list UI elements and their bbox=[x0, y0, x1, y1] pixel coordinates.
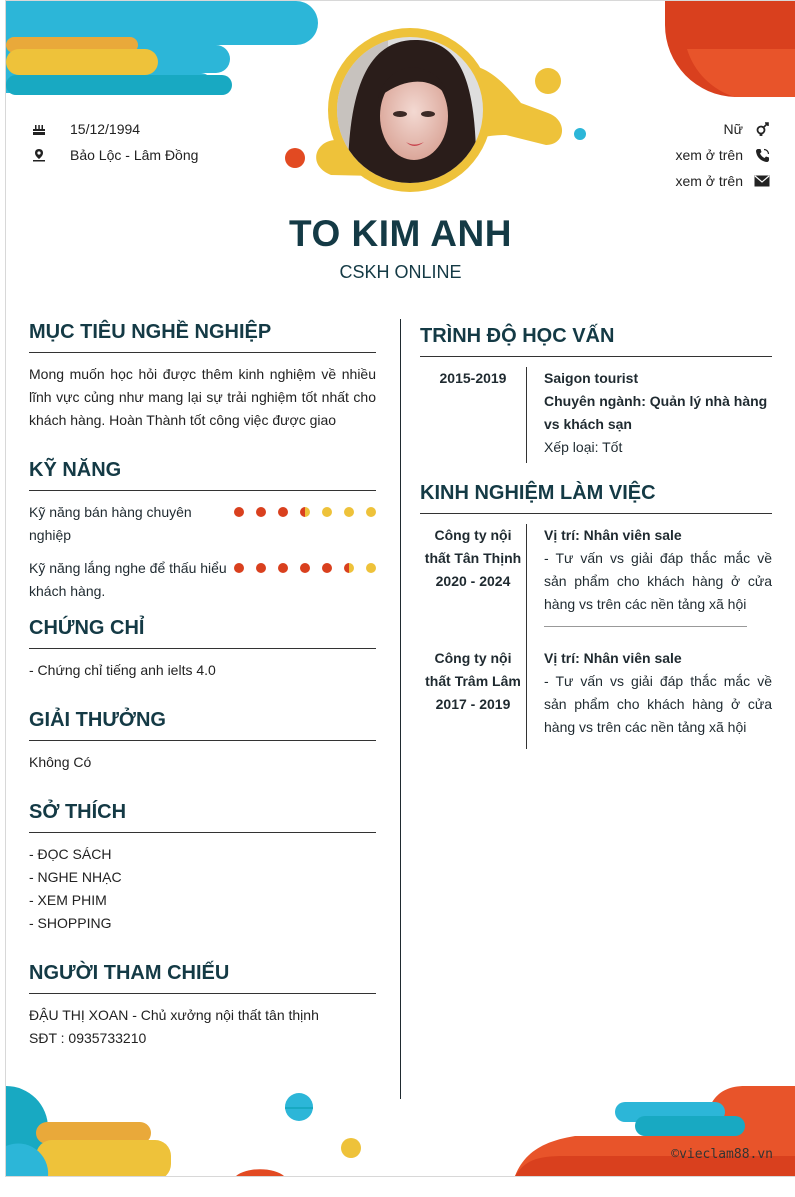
experience-section bbox=[420, 482, 772, 749]
experience-company-period bbox=[420, 524, 526, 637]
rating-dot bbox=[278, 563, 288, 573]
education-entry bbox=[420, 367, 772, 463]
phone-row bbox=[675, 142, 771, 168]
avatar-photo bbox=[328, 28, 492, 192]
experience-entry bbox=[420, 524, 772, 637]
education-period: 2015-2019 bbox=[439, 370, 507, 386]
address-value: Bảo Lộc - Lâm Đồng bbox=[70, 147, 199, 163]
hobby-item: - SHOPPING bbox=[29, 915, 112, 931]
awards-title: GIẢI THƯỞNG bbox=[29, 709, 376, 741]
hobbies-title: SỞ THÍCH bbox=[29, 801, 376, 833]
experience-period: 2020 - 2024 bbox=[435, 573, 511, 589]
decor-top-right bbox=[665, 1, 795, 101]
certificates-section bbox=[29, 617, 376, 682]
rating-dot bbox=[300, 507, 310, 517]
column-divider bbox=[400, 319, 401, 1099]
skills-title: KỸ NĂNG bbox=[29, 459, 376, 491]
objective-section bbox=[29, 321, 376, 432]
hobby-item: - ĐỌC SÁCH bbox=[29, 846, 112, 862]
reference-item: ĐẬU THỊ XOAN - Chủ xưởng nội thất tân thịnh bbox=[29, 1007, 319, 1023]
skill-rating bbox=[234, 557, 376, 573]
references-title: NGƯỜI THAM CHIẾU bbox=[29, 962, 376, 994]
rating-dot bbox=[234, 563, 244, 573]
email-value: xem ở trên bbox=[675, 173, 743, 189]
candidate-name: TO KIM ANH bbox=[289, 213, 512, 254]
experience-entry bbox=[420, 637, 772, 749]
education-school: Saigon tourist bbox=[544, 370, 639, 386]
education-grade: Xếp loại: Tốt bbox=[544, 439, 623, 455]
education-section bbox=[420, 325, 772, 463]
skill-name: Kỹ năng bán hàng chuyên nghiệp bbox=[29, 504, 192, 543]
experience-description: - Tư vấn vs giải đáp thắc mắc về sản phẩm cho khách hàng ở cửa hàng vs trên các nền tảng xã hội bbox=[544, 550, 772, 612]
skill-item bbox=[29, 557, 376, 603]
birthday-row bbox=[30, 116, 198, 142]
experience-period: 2017 - 2019 bbox=[435, 696, 511, 712]
objective-title: MỤC TIÊU NGHỀ NGHIỆP bbox=[29, 321, 376, 353]
education-major: Chuyên ngành: Quản lý nhà hàng vs khách sạn bbox=[544, 393, 768, 432]
gender-value: Nữ bbox=[723, 121, 743, 137]
rating-dot bbox=[278, 507, 288, 517]
rating-dot bbox=[322, 507, 332, 517]
email-row bbox=[675, 168, 771, 194]
birthday-value: 15/12/1994 bbox=[70, 121, 141, 137]
awards-section bbox=[29, 709, 376, 774]
left-column bbox=[29, 321, 376, 1050]
rating-dot bbox=[234, 507, 244, 517]
personal-info-right bbox=[675, 116, 771, 194]
experience-position: Vị trí: Nhân viên sale bbox=[544, 650, 682, 666]
right-column bbox=[420, 321, 772, 749]
experience-separator bbox=[544, 626, 747, 627]
award-item: Không Có bbox=[29, 754, 92, 770]
decor-bottom-right bbox=[515, 1086, 795, 1176]
gender-row bbox=[675, 116, 771, 142]
experience-company-period bbox=[420, 637, 526, 749]
rating-dot bbox=[366, 563, 376, 573]
experience-position: Vị trí: Nhân viên sale bbox=[544, 527, 682, 543]
skills-section bbox=[29, 459, 376, 603]
rating-dot bbox=[256, 563, 266, 573]
decor-bottom-left bbox=[6, 1086, 386, 1176]
skill-item bbox=[29, 501, 376, 547]
reference-item: SĐT : 0935733210 bbox=[29, 1030, 147, 1046]
certificate-item: - Chứng chỉ tiếng anh ielts 4.0 bbox=[29, 662, 216, 678]
experience-company: Công ty nội thất Trâm Lâm bbox=[425, 650, 521, 689]
cv-page bbox=[5, 0, 795, 1177]
experience-description: - Tư vấn vs giải đáp thắc mắc về sản phẩm cho khách hàng ở cửa hàng vs trên các nền tảng xã hội bbox=[544, 673, 772, 735]
address-row bbox=[30, 142, 198, 168]
location-icon bbox=[30, 146, 48, 164]
education-title: TRÌNH ĐỘ HỌC VẤN bbox=[420, 325, 772, 357]
education-details bbox=[526, 367, 772, 463]
rating-dot bbox=[344, 563, 354, 573]
skills-list bbox=[29, 501, 376, 603]
candidate-role: CSKH ONLINE bbox=[339, 262, 462, 282]
skill-rating bbox=[234, 501, 376, 517]
avatar bbox=[328, 28, 492, 192]
rating-dot bbox=[300, 563, 310, 573]
personal-info-left bbox=[30, 116, 198, 168]
experience-company: Công ty nội thất Tân Thịnh bbox=[424, 527, 522, 566]
hobby-item: - XEM PHIM bbox=[29, 892, 107, 908]
watermark: ©vieclam88.vn bbox=[671, 1147, 773, 1162]
certificates-title: CHỨNG CHỈ bbox=[29, 617, 376, 649]
hobbies-section bbox=[29, 801, 376, 935]
objective-text: Mong muốn học hỏi được thêm kinh nghiệm về nhiều lĩnh vực củng như mang lại sự trải nghiệm tốt nhất cho khách hàng. Hoàn Thành tốt công việc được giao bbox=[29, 366, 376, 428]
phone-icon bbox=[753, 146, 771, 164]
experience-details bbox=[526, 524, 772, 637]
rating-dot bbox=[322, 563, 332, 573]
phone-value: xem ở trên bbox=[675, 147, 743, 163]
hobby-item: - NGHE NHẠC bbox=[29, 869, 122, 885]
experience-details bbox=[526, 637, 772, 749]
rating-dot bbox=[256, 507, 266, 517]
skill-name: Kỹ năng lắng nghe để thấu hiểu khách hàng. bbox=[29, 560, 227, 599]
gender-icon bbox=[753, 120, 771, 138]
rating-dot bbox=[344, 507, 354, 517]
references-section bbox=[29, 962, 376, 1050]
rating-dot bbox=[366, 507, 376, 517]
experience-title: KINH NGHIỆM LÀM VIỆC bbox=[420, 482, 772, 514]
cake-icon bbox=[30, 120, 48, 138]
mail-icon bbox=[753, 172, 771, 190]
